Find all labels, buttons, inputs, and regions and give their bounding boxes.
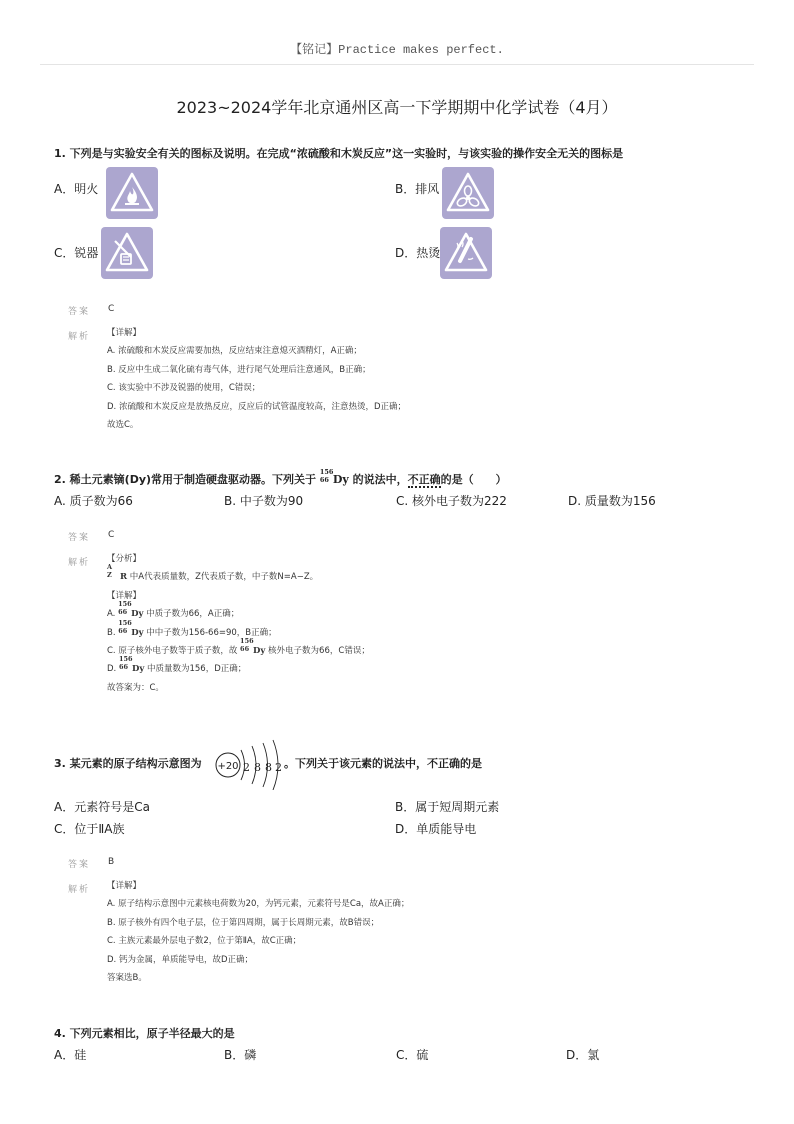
iso-atomic-number: 66 <box>319 476 329 484</box>
q2-option-c[interactable]: C. 核外电子数为222 <box>396 494 507 508</box>
q3-option-a[interactable]: A．元素符号是Ca <box>54 800 150 814</box>
sharp-tool-icon <box>101 227 153 279</box>
iso-element: Dy <box>131 664 145 675</box>
shell-electrons: 8 <box>254 761 261 774</box>
explanation-line: A. 浓硫酸和木炭反应需要加热，反应结束注意熄灭酒精灯，A正确； <box>107 346 362 357</box>
iso-element: Dy <box>253 646 266 657</box>
exam-title: 2023~2024学年北京通州区高一下学期期中化学试卷（4月） <box>176 98 618 117</box>
explanation-line <box>107 563 370 586</box>
explanation-text: D. <box>107 664 119 675</box>
q3-option-d[interactable]: D．单质能导电 <box>395 822 477 836</box>
q1-explain-label: 解析 <box>68 332 91 342</box>
q4-stem: 4. 下列元素相比，原子半径最大的是 <box>54 1027 235 1040</box>
iso-mass-number: 156 <box>118 655 133 664</box>
explanation-line: B. 原子核外有四个电子层，位于第四周期，属于长周期元素，故B错误； <box>107 917 380 928</box>
iso-mass-number: A <box>107 563 113 572</box>
header-divider <box>40 64 754 65</box>
q4-option-c[interactable]: C．硫 <box>396 1048 429 1062</box>
dy-isotope-symbol <box>118 618 144 642</box>
q2-explain-label: 解析 <box>68 558 91 568</box>
q2-option-a[interactable]: A. 质子数为66 <box>54 494 133 508</box>
explanation-text: 中质子数为66，A正确； <box>143 609 240 620</box>
iso-element: Dy <box>131 627 144 638</box>
explanation-line: D. 浓硫酸和木炭反应是放热反应，反应后的试管温度较高，注意热烫，D正确； <box>107 401 406 412</box>
iso-mass-number: 156 <box>118 618 132 627</box>
page-header-motto: 【铭记】Practice makes perfect. <box>290 43 504 57</box>
hot-tube-icon <box>440 227 492 279</box>
iso-mass-number: 156 <box>118 600 132 609</box>
explanation-line: D. 钙为金属，单质能导电，故D正确； <box>107 954 253 965</box>
iso-atomic-number: 66 <box>118 608 128 617</box>
generic-isotope-symbol <box>107 563 128 586</box>
nucleus-charge: +20 <box>217 761 239 772</box>
explanation-text: 核外电子数为66，C错误； <box>265 646 370 657</box>
shell-electrons: 2 <box>275 761 282 774</box>
q2-stem-part: 的说法中， <box>352 473 408 486</box>
q1-explanation <box>107 324 406 434</box>
q2-stem-part: 2. 稀土元素镝(Dy)常用于制造硬盘驱动器。下列关于 <box>54 473 317 486</box>
explanation-line: 【详解】 <box>107 328 142 338</box>
q3-explain-label: 解析 <box>68 885 91 895</box>
q2-option-b[interactable]: B. 中子数为90 <box>224 494 304 508</box>
q1-answer: C <box>108 304 115 314</box>
q2-answer: C <box>108 530 115 540</box>
explanation-line: 答案选B。 <box>107 973 147 984</box>
q1-answer-label: 答案 <box>68 307 91 317</box>
q4-option-d[interactable]: D．氯 <box>566 1048 600 1062</box>
q2-stem-part: 的是（ ） <box>440 473 507 486</box>
explanation-line: 【详解】 <box>107 881 142 891</box>
q4-option-b[interactable]: B．磷 <box>224 1048 257 1062</box>
q3-stem-after: 。下列关于该元素的说法中，不正确的是 <box>284 757 482 770</box>
dy-isotope-symbol <box>319 468 349 486</box>
q4-option-a[interactable]: A．硅 <box>54 1048 87 1062</box>
iso-mass-number: 156 <box>319 468 334 476</box>
iso-element: Dy <box>332 473 349 486</box>
dy-isotope-symbol <box>118 655 145 678</box>
explanation-line: 故选C。 <box>107 420 139 431</box>
atomic-structure-diagram <box>214 738 286 790</box>
q2-explanation <box>107 550 370 697</box>
q3-option-b[interactable]: B．属于短周期元素 <box>395 800 500 814</box>
shell-electrons: 2 <box>243 761 250 774</box>
explanation-line <box>107 637 370 660</box>
explanation-line <box>107 655 370 678</box>
q1-option-c[interactable]: C．锐器 <box>54 246 99 260</box>
explanation-line: B. 反应中生成二氧化硫有毒气体，进行尾气处理后注意通风，B正确； <box>107 364 371 375</box>
q2-stem <box>54 468 507 487</box>
flame-icon <box>106 167 158 219</box>
explanation-line <box>107 600 370 623</box>
q2-emphasis: 不正确 <box>407 473 441 486</box>
iso-element: Dy <box>131 609 144 620</box>
explanation-line: 故答案为：C。 <box>107 682 164 693</box>
fan-icon <box>442 167 494 219</box>
iso-atomic-number: 66 <box>240 645 250 654</box>
q1-option-b[interactable]: B．排风 <box>395 182 440 196</box>
q2-answer-label: 答案 <box>68 533 91 543</box>
iso-element: R <box>120 572 128 583</box>
explanation-line: C. 该实验中不涉及锐器的使用，C错误； <box>107 383 261 394</box>
iso-atomic-number: 66 <box>118 663 128 672</box>
explanation-line: C. 主族元素最外层电子数2，位于第ⅡA，故C正确； <box>107 936 302 947</box>
q3-explanation <box>107 877 409 987</box>
explanation-line: A. 原子结构示意图中元素核电荷数为20，为钙元素，元素符号是Ca，故A正确； <box>107 899 410 910</box>
explanation-text: 中中子数为156-66=90，B正确； <box>143 627 277 638</box>
dy-isotope-symbol <box>240 637 266 660</box>
q1-stem: 1. 下列是与实验安全有关的图标及说明。在完成“浓硫酸和木炭反应”这一实验时，与该实验的操作安全无关的图标是 <box>54 147 624 160</box>
explanation-text: C. 原子核外电子数等于质子数，故 <box>107 646 241 657</box>
q1-option-d[interactable]: D．热烫 <box>395 246 441 260</box>
explanation-line: 【分析】 <box>107 554 142 564</box>
explanation-text: 中质量数为156，D正确； <box>144 664 247 675</box>
q2-option-d[interactable]: D. 质量数为156 <box>568 494 656 508</box>
q3-option-c[interactable]: C．位于ⅡA族 <box>54 822 125 836</box>
iso-mass-number: 156 <box>240 637 254 646</box>
q3-answer: B <box>108 857 115 867</box>
iso-atomic-number: Z <box>107 571 112 580</box>
iso-atomic-number: 66 <box>118 626 128 635</box>
explanation-line: 【详解】 <box>107 590 142 601</box>
q1-option-a[interactable]: A．明火 <box>54 182 99 196</box>
explanation-text: 中A代表质量数，Z代表质子数，中子数N=A−Z。 <box>127 572 319 583</box>
shell-electrons: 8 <box>265 761 272 774</box>
explanation-line <box>107 618 370 642</box>
q3-stem-before: 3. 某元素的原子结构示意图为 <box>54 757 202 770</box>
explanation-text: B. <box>107 627 119 638</box>
q3-answer-label: 答案 <box>68 860 91 870</box>
explanation-text: A. <box>107 609 119 620</box>
